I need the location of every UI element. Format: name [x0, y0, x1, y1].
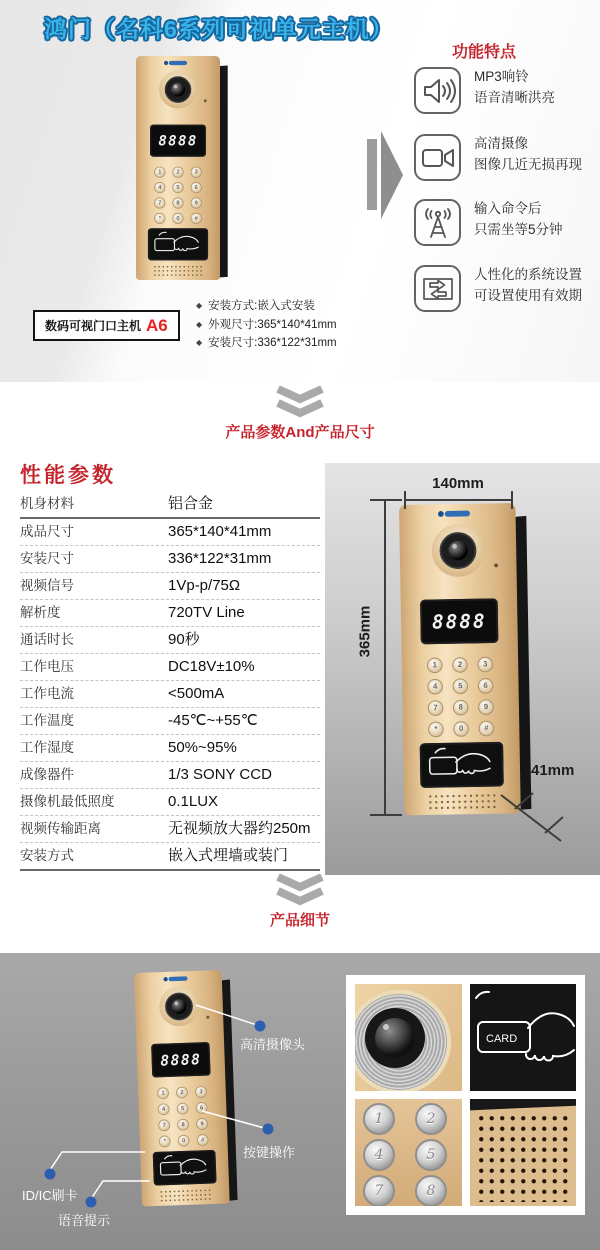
- spec-value: 无视频放大器约250m: [168, 820, 311, 837]
- keypad-button: *: [159, 1135, 171, 1147]
- spec-value: 0.1LUX: [168, 793, 219, 810]
- model-label-text: 数码可视门口主机: [45, 319, 142, 333]
- feature-icon-box: [414, 199, 461, 246]
- spec-label: 工作湿度: [20, 740, 74, 755]
- spec-row: [20, 546, 320, 573]
- keypad-closeup: [355, 1099, 462, 1206]
- feature-line2: 图像几近无损再现: [474, 157, 582, 172]
- double-chevron-down-icon: [276, 386, 324, 418]
- feature-icon-box: [414, 265, 461, 312]
- detail-photo-grid: [346, 975, 585, 1215]
- keypad-button: 4: [427, 679, 443, 695]
- spec-label: 机身材料: [20, 496, 74, 511]
- spec-value: DC18V±10%: [168, 658, 255, 675]
- keypad: [154, 167, 202, 224]
- keypad-button-closeup: 2: [415, 1103, 447, 1135]
- keypad-buttons: [363, 1103, 447, 1206]
- spec-value: 90秒: [168, 631, 200, 648]
- card-swipe-icon: [148, 228, 208, 260]
- spec-label: 视频信号: [20, 578, 74, 593]
- diamond-bullet-icon: ◆: [196, 338, 203, 347]
- details-section: [0, 953, 600, 1250]
- keypad-button: 5: [177, 1103, 189, 1115]
- spec-label: 视频传输距离: [20, 821, 101, 836]
- spec-row: [20, 600, 320, 627]
- feature-line1: 输入命令后: [474, 201, 542, 216]
- spec-label: 安装尺寸: [20, 551, 74, 566]
- spec-row: [20, 654, 320, 681]
- keypad-button: 3: [477, 657, 493, 673]
- feature-text: [474, 198, 600, 240]
- spec-value: -45℃~+55℃: [168, 712, 258, 729]
- keypad-button: 5: [452, 678, 468, 694]
- section-title-details: 产品细节: [269, 912, 330, 929]
- feature-icon-box: [414, 67, 461, 114]
- keypad-button: 4: [158, 1103, 170, 1115]
- page-title: 鸿门（名科6系列可视单元主机）: [44, 16, 394, 42]
- arrow-bar: [367, 139, 377, 210]
- video-camera-icon: [417, 137, 459, 179]
- keypad-button: 2: [172, 167, 183, 178]
- spec-label: 成像器件: [20, 767, 74, 782]
- speaker-closeup: [470, 1099, 577, 1206]
- keypad-button: 6: [195, 1102, 207, 1114]
- spec-row: [20, 627, 320, 654]
- model-number: A6: [146, 315, 168, 335]
- display-digits: 8888: [431, 609, 487, 634]
- keypad-button-closeup: 4: [363, 1139, 395, 1171]
- callout-voice: 语音提示: [58, 1213, 111, 1228]
- features-title: 功能特点: [452, 44, 517, 61]
- keypad-button: 7: [154, 197, 165, 208]
- feature-line1: MP3响铃: [474, 69, 529, 84]
- feature-text: [474, 133, 600, 175]
- keypad-button: 2: [176, 1087, 188, 1099]
- keypad-button: 6: [191, 182, 202, 193]
- intercom-device: [136, 56, 220, 280]
- keypad-button: 1: [154, 167, 165, 178]
- spec-row: [20, 519, 320, 546]
- keypad-button: 3: [191, 167, 202, 178]
- spec-row: [20, 816, 320, 843]
- spec-value: 50%~95%: [168, 739, 237, 756]
- keypad-button: 9: [478, 699, 494, 715]
- spec-row: [20, 491, 320, 519]
- feature-icon-box: [414, 134, 461, 181]
- keypad-button-closeup: 7: [363, 1175, 395, 1206]
- microphone-hole: [204, 99, 207, 102]
- lens-ring: [355, 990, 451, 1091]
- spec-value: 336*122*31mm: [168, 550, 272, 567]
- spec-value: 铝合金: [168, 495, 214, 512]
- system-arrows-icon: [417, 268, 459, 310]
- spec-value: 365*140*41mm: [168, 523, 272, 540]
- spec-label: 安装方式: [20, 848, 74, 863]
- keypad-button: 0: [172, 213, 183, 224]
- bullet-text: 安装尺寸:336*122*31mm: [208, 337, 337, 349]
- keypad-button: 9: [191, 197, 202, 208]
- spec-label: 解析度: [20, 605, 61, 620]
- keypad-button: 5: [172, 182, 183, 193]
- feature-text: [474, 264, 600, 306]
- feature-text: [474, 66, 600, 108]
- spec-value: 嵌入式埋墙或装门: [168, 847, 289, 864]
- keypad-button: 0: [178, 1135, 190, 1147]
- top-section: [0, 0, 600, 382]
- bullet-item: [196, 334, 337, 353]
- keypad-button: 1: [427, 658, 443, 674]
- panel-edge: [470, 1099, 577, 1111]
- keypad-button-closeup: 1: [363, 1103, 395, 1135]
- device-shadow: [219, 65, 228, 277]
- keypad-button: 2: [452, 657, 468, 673]
- keypad-button: 7: [428, 700, 444, 716]
- spec-label: 通话时长: [20, 632, 74, 647]
- feature-line2: 语音清晰洪亮: [474, 90, 555, 105]
- model-label-box: [33, 310, 180, 341]
- right-arrow-icon: [381, 131, 403, 219]
- keypad-button: #: [197, 1134, 209, 1146]
- width-dimension-label: 140mm: [432, 475, 484, 492]
- spec-row: [20, 735, 320, 762]
- spec-row: [20, 762, 320, 789]
- callout-camera: 高清摄像头: [240, 1037, 306, 1052]
- spec-label: 工作温度: [20, 713, 74, 728]
- card-text: CARD: [485, 1033, 517, 1045]
- feature-line2: 只需坐等5分钟: [474, 222, 563, 237]
- bullet-item: [196, 297, 337, 316]
- keypad-button: 6: [478, 678, 494, 694]
- keypad-button: 3: [195, 1086, 207, 1098]
- keypad-button: 4: [154, 182, 165, 193]
- specs-title: 性能参数: [20, 464, 116, 487]
- diamond-bullet-icon: ◆: [196, 301, 203, 310]
- diamond-bullet-icon: ◆: [196, 319, 203, 329]
- install-bullets: [196, 297, 337, 353]
- spec-value: <500mA: [168, 685, 225, 702]
- card-swipe-illustration: [470, 984, 576, 1091]
- keypad-button: 1: [157, 1087, 169, 1099]
- feature-line1: 人性化的系统设置: [474, 267, 582, 282]
- keypad-button: *: [154, 213, 165, 224]
- height-dimension-label: 365mm: [356, 605, 374, 658]
- double-chevron-down-icon: [276, 874, 324, 906]
- spec-row: [20, 681, 320, 708]
- keypad-button: *: [428, 722, 444, 738]
- keypad-button: 9: [196, 1118, 208, 1130]
- speaker-grille: [153, 265, 203, 278]
- keypad-button: 0: [453, 721, 469, 737]
- spec-value: 720TV Line: [168, 604, 245, 621]
- spec-row: [20, 789, 320, 816]
- spec-value: 1Vp-p/75Ω: [168, 577, 241, 594]
- callout-keypad: 按键操作: [243, 1145, 296, 1160]
- speaker-holes: [476, 1113, 571, 1202]
- spec-value: 1/3 SONY CCD: [168, 766, 272, 783]
- bullet-text: 安装方式:嵌入式安装: [208, 300, 315, 312]
- feature-line1: 高清摄像: [474, 136, 528, 151]
- keypad-button: 8: [177, 1119, 189, 1131]
- bullet-text: 外观尺寸:365*140*41mm: [208, 318, 337, 331]
- keypad-button: #: [478, 721, 494, 737]
- spec-label: 摄像机最低照度: [20, 794, 115, 809]
- keypad-button-closeup: 5: [415, 1139, 447, 1171]
- card-reader-closeup: [470, 984, 577, 1091]
- bullet-item: [196, 316, 337, 335]
- spec-row: [20, 843, 320, 871]
- unit-number-display: [150, 125, 206, 157]
- callout-card: ID/IC刷卡: [22, 1188, 78, 1203]
- spec-label: 成品尺寸: [20, 524, 74, 539]
- keypad-button: 8: [453, 700, 469, 716]
- mp3-speaker-icon: [417, 70, 459, 112]
- antenna-signal-icon: [417, 202, 459, 244]
- specs-table: [20, 491, 320, 871]
- camera-closeup: [355, 984, 462, 1091]
- keypad-button: 7: [158, 1119, 170, 1131]
- brand-logo: [169, 61, 187, 65]
- spec-row: [20, 708, 320, 735]
- spec-row: [20, 573, 320, 600]
- feature-line2: 可设置使用有效期: [474, 288, 582, 303]
- spec-label: 工作电流: [20, 686, 74, 701]
- keypad-button: #: [191, 213, 202, 224]
- dimension-lines: [325, 463, 600, 875]
- section-title-params: 产品参数And产品尺寸: [225, 424, 375, 441]
- card-reader-panel: [148, 228, 208, 260]
- depth-dimension-label: 41mm: [531, 762, 575, 779]
- display-digits: 8888: [158, 132, 198, 150]
- display-digits: 8888: [160, 1050, 202, 1070]
- keypad-button-closeup: 8: [415, 1175, 447, 1206]
- spec-label: 工作电压: [20, 659, 74, 674]
- keypad-button: 8: [172, 197, 183, 208]
- camera-lens: [159, 71, 197, 109]
- dimension-diagram: [325, 463, 600, 875]
